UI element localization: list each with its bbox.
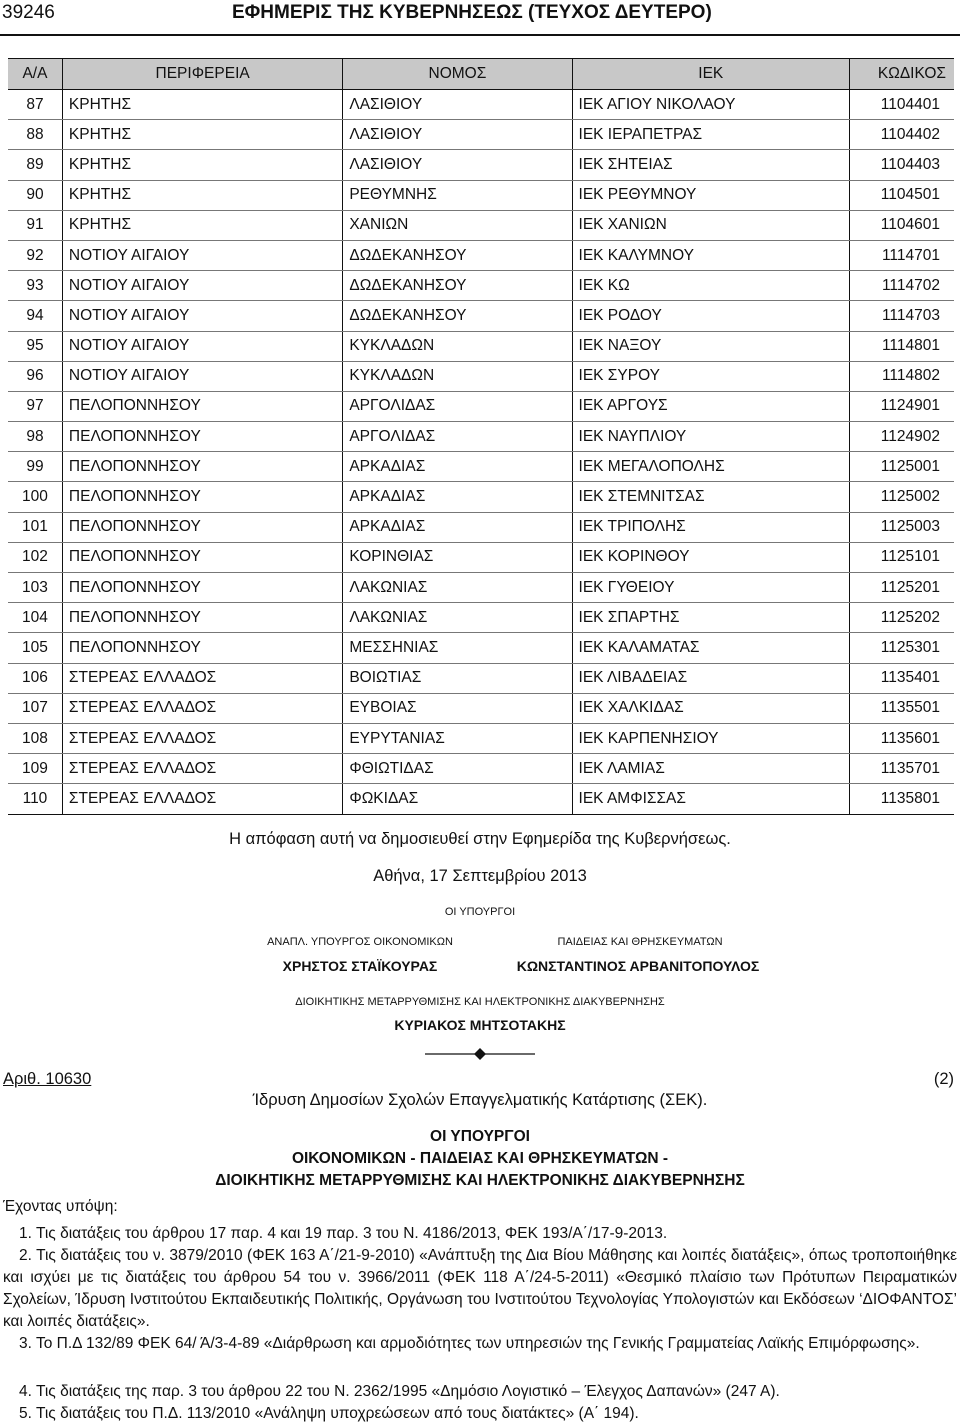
table-row (8, 210, 954, 240)
cell-region: ΚΡΗΤΗΣ (62, 210, 342, 240)
cell-aa: 103 (8, 573, 62, 603)
cell-prefecture: ΕΥΡΥΤΑΝΙΑΣ (343, 723, 572, 753)
cell-aa: 88 (8, 120, 62, 150)
cell-iek: ΙΕΚ ΚΑΛΥΜΝΟΥ (572, 240, 850, 270)
table-row (8, 452, 954, 482)
cell-region: ΚΡΗΤΗΣ (62, 120, 342, 150)
decision-item-2: 2. Τις διατάξεις του ν. 3879/2010 (ΦΕΚ 163 Α΄/21-9-2010) «Ανάπτυξη της Δια Βίου Μάθησης και λοιπές διατάξεις», όπως τροποποιήθηκε και ισχύει με τις διατάξεις του άρθρου 54 του ν. 3966/2011 (ΦΕΚ 118 Α΄/24-5-2011) «Θεσμικό πλαίσιο των Πρότυπων Πειραματικών Σχολείων, Ίδρυση Ινστιτούτου Εκπαιδευτικής Πολιτικής, Οργάνωση του Ινστιτούτου Τεχνολογίας Υπολογιστών και Εκδόσεων ‘ΔΙΟΦΑΝΤΟΣ’ και λοιπές διατάξεις». (3, 1247, 957, 1330)
cell-iek: ΙΕΚ ΡΕΘΥΜΝΟΥ (572, 180, 850, 210)
cell-aa: 104 (8, 603, 62, 633)
cell-code: 1114701 (850, 240, 954, 270)
cell-code: 1125101 (850, 542, 954, 572)
cell-aa: 95 (8, 331, 62, 361)
table-body (8, 90, 954, 815)
cell-iek: ΙΕΚ ΙΕΡΑΠΕΤΡΑΣ (572, 120, 850, 150)
cell-prefecture: ΡΕΘΥΜΝΗΣ (343, 180, 572, 210)
col-header-prefecture: ΝΟΜΟΣ (343, 59, 572, 90)
cell-code: 1104402 (850, 120, 954, 150)
table-row (8, 422, 954, 452)
minister2-role: ΠΑΙΔΕΙΑΣ ΚΑΙ ΘΡΗΣΚΕΥΜΑΤΩΝ (557, 936, 723, 948)
cell-aa: 106 (8, 663, 62, 693)
cell-prefecture: ΛΑΣΙΘΙΟΥ (343, 90, 572, 120)
decision-item-5: 5. Τις διατάξεις του Π.Δ. 113/2010 «Ανάληψη υποχρεώσεων από τους διατάκτες» (Α΄ 194). (19, 1405, 639, 1422)
decision-heading-3: ΔΙΟΙΚΗΤΙΚΗΣ ΜΕΤΑΡΡΥΘΜΙΣΗΣ ΚΑΙ ΗΛΕΚΤΡΟΝΙΚΗΣ ΔΙΑΚΥΒΕΡΝΗΣΗΣ (215, 1172, 745, 1189)
cell-region: ΣΤΕΡΕΑΣ ΕΛΛΑΔΟΣ (62, 663, 342, 693)
table-row (8, 180, 954, 210)
cell-iek: ΙΕΚ ΚΑΡΠΕΝΗΣΙΟΥ (572, 723, 850, 753)
cell-code: 1125202 (850, 603, 954, 633)
cell-aa: 96 (8, 361, 62, 391)
minister1-role: ΑΝΑΠΛ. ΥΠΟΥΡΓΟΣ ΟΙΚΟΝΟΜΙΚΩΝ (267, 936, 453, 948)
cell-prefecture: ΚΥΚΛΑΔΩΝ (343, 361, 572, 391)
cell-iek: ΙΕΚ ΧΑΛΚΙΔΑΣ (572, 693, 850, 723)
cell-code: 1124901 (850, 391, 954, 421)
minister3-role: ΔΙΟΙΚΗΤΙΚΗΣ ΜΕΤΑΡΡΥΘΜΙΣΗΣ ΚΑΙ ΗΛΕΚΤΡΟΝΙΚΗΣ ΔΙΑΚΥΒΕΡΝΗΣΗΣ (295, 996, 665, 1008)
separator-diamond-icon (425, 1046, 535, 1062)
cell-iek: ΙΕΚ ΤΡΙΠΟΛΗΣ (572, 512, 850, 542)
table-row (8, 603, 954, 633)
table-row (8, 271, 954, 301)
cell-code: 1125301 (850, 633, 954, 663)
cell-prefecture: ΔΩΔΕΚΑΝΗΣΟΥ (343, 240, 572, 270)
table-row (8, 573, 954, 603)
cell-region: ΠΕΛΟΠΟΝΝΗΣΟΥ (62, 573, 342, 603)
cell-aa: 110 (8, 784, 62, 814)
cell-iek: ΙΕΚ ΧΑΝΙΩΝ (572, 210, 850, 240)
page-header (0, 0, 960, 30)
cell-region: ΠΕΛΟΠΟΝΝΗΣΟΥ (62, 391, 342, 421)
table-row (8, 90, 954, 120)
cell-aa: 108 (8, 723, 62, 753)
cell-code: 1125201 (850, 573, 954, 603)
cell-code: 1135501 (850, 693, 954, 723)
decision-number: Αριθ. 10630 (3, 1070, 92, 1088)
cell-code: 1114801 (850, 331, 954, 361)
cell-region: ΣΤΕΡΕΑΣ ΕΛΛΑΔΟΣ (62, 723, 342, 753)
cell-region: ΚΡΗΤΗΣ (62, 180, 342, 210)
cell-aa: 101 (8, 512, 62, 542)
table-row (8, 240, 954, 270)
cell-prefecture: ΦΘΙΩΤΙΔΑΣ (343, 754, 572, 784)
cell-aa: 94 (8, 301, 62, 331)
cell-prefecture: ΧΑΝΙΩΝ (343, 210, 572, 240)
cell-region: ΠΕΛΟΠΟΝΝΗΣΟΥ (62, 542, 342, 572)
cell-code: 1125003 (850, 512, 954, 542)
col-header-region: ΠΕΡΙΦΕΡΕΙΑ (62, 59, 342, 90)
table-header-row (8, 59, 954, 90)
table-row (8, 361, 954, 391)
cell-iek: ΙΕΚ ΑΓΙΟΥ ΝΙΚΟΛΑΟΥ (572, 90, 850, 120)
cell-iek: ΙΕΚ ΛΙΒΑΔΕΙΑΣ (572, 663, 850, 693)
cell-region: ΝΟΤΙΟΥ ΑΙΓΑΙΟΥ (62, 361, 342, 391)
cell-aa: 90 (8, 180, 62, 210)
cell-code: 1104601 (850, 210, 954, 240)
cell-region: ΝΟΤΙΟΥ ΑΙΓΑΙΟΥ (62, 331, 342, 361)
cell-iek: ΙΕΚ ΝΑΞΟΥ (572, 331, 850, 361)
decision-item-4: 4. Τις διατάξεις της παρ. 3 του άρθρου 22 του Ν. 2362/1995 «Δημόσιο Λογιστικό – Έλεγχος Δαπανών» (247 Α). (19, 1383, 780, 1400)
table-row (8, 120, 954, 150)
cell-code: 1104501 (850, 180, 954, 210)
cell-code: 1124902 (850, 422, 954, 452)
table-row (8, 723, 954, 753)
cell-iek: ΙΕΚ ΚΟΡΙΝΘΟΥ (572, 542, 850, 572)
cell-region: ΝΟΤΙΟΥ ΑΙΓΑΙΟΥ (62, 301, 342, 331)
cell-prefecture: ΑΡΚΑΔΙΑΣ (343, 512, 572, 542)
minister3-name: ΚΥΡΙΑΚΟΣ ΜΗΤΣΟΤΑΚΗΣ (394, 1017, 566, 1033)
cell-region: ΝΟΤΙΟΥ ΑΙΓΑΙΟΥ (62, 271, 342, 301)
cell-prefecture: ΔΩΔΕΚΑΝΗΣΟΥ (343, 271, 572, 301)
cell-prefecture: ΑΡΚΑΔΙΑΣ (343, 452, 572, 482)
cell-region: ΚΡΗΤΗΣ (62, 90, 342, 120)
table-row (8, 693, 954, 723)
cell-iek: ΙΕΚ ΣΥΡΟΥ (572, 361, 850, 391)
cell-region: ΠΕΛΟΠΟΝΝΗΣΟΥ (62, 512, 342, 542)
cell-code: 1104403 (850, 150, 954, 180)
table-row (8, 542, 954, 572)
minister1-name: ΧΡΗΣΤΟΣ ΣΤΑΪΚΟΥΡΑΣ (282, 958, 438, 974)
cell-aa: 97 (8, 391, 62, 421)
cell-prefecture: ΑΡΓΟΛΙΔΑΣ (343, 391, 572, 421)
cell-code: 1114703 (850, 301, 954, 331)
cell-code: 1135601 (850, 723, 954, 753)
gazette-title: ΕΦΗΜΕΡΙΣ ΤΗΣ ΚΥΒΕΡΝΗΣΕΩΣ (ΤΕΥΧΟΣ ΔΕΥΤΕΡΟ) (232, 2, 712, 23)
cell-prefecture: ΚΟΡΙΝΘΙΑΣ (343, 542, 572, 572)
cell-iek: ΙΕΚ ΜΕΓΑΛΟΠΟΛΗΣ (572, 452, 850, 482)
cell-iek: ΙΕΚ ΚΩ (572, 271, 850, 301)
cell-aa: 89 (8, 150, 62, 180)
cell-prefecture: ΚΥΚΛΑΔΩΝ (343, 331, 572, 361)
cell-aa: 100 (8, 482, 62, 512)
decision-item-3: 3. Το Π.Δ 132/89 ΦΕΚ 64/ Ά/3-4-89 «Διάρθρωση και αρμοδιότητες των υπηρεσιών της Γενικής Γραμματείας Λαϊκής Επιμόρφωσης». (19, 1335, 920, 1352)
table-row (8, 301, 954, 331)
iek-table (8, 58, 954, 815)
cell-prefecture: ΛΑΚΩΝΙΑΣ (343, 603, 572, 633)
cell-code: 1104401 (850, 90, 954, 120)
decision-heading-1: ΟΙ ΥΠΟΥΡΓΟΙ (430, 1128, 530, 1145)
cell-iek: ΙΕΚ ΑΡΓΟΥΣ (572, 391, 850, 421)
cell-iek: ΙΕΚ ΣΠΑΡΤΗΣ (572, 603, 850, 633)
col-header-aa: Α/Α (8, 59, 62, 90)
decision-item-1: 1. Τις διατάξεις του άρθρου 17 παρ. 4 και 19 παρ. 3 του Ν. 4186/2013, ΦΕΚ 193/Α΄/17-9-2013. (19, 1225, 668, 1242)
col-header-iek: ΙΕΚ (572, 59, 850, 90)
cell-prefecture: ΔΩΔΕΚΑΝΗΣΟΥ (343, 301, 572, 331)
cell-aa: 92 (8, 240, 62, 270)
cell-code: 1125002 (850, 482, 954, 512)
cell-iek: ΙΕΚ ΓΥΘΕΙΟΥ (572, 573, 850, 603)
cell-iek: ΙΕΚ ΚΑΛΑΜΑΤΑΣ (572, 633, 850, 663)
cell-aa: 107 (8, 693, 62, 723)
cell-region: ΣΤΕΡΕΑΣ ΕΛΛΑΔΟΣ (62, 784, 342, 814)
cell-iek: ΙΕΚ ΣΗΤΕΙΑΣ (572, 150, 850, 180)
cell-aa: 99 (8, 452, 62, 482)
table-row (8, 331, 954, 361)
cell-aa: 98 (8, 422, 62, 452)
cell-region: ΠΕΛΟΠΟΝΝΗΣΟΥ (62, 603, 342, 633)
table-row (8, 784, 954, 814)
table-row (8, 391, 954, 421)
cell-code: 1135801 (850, 784, 954, 814)
cell-code: 1114702 (850, 271, 954, 301)
table-row (8, 633, 954, 663)
table-row (8, 754, 954, 784)
cell-prefecture: ΛΑΣΙΘΙΟΥ (343, 150, 572, 180)
cell-aa: 105 (8, 633, 62, 663)
cell-code: 1114802 (850, 361, 954, 391)
table-row (8, 482, 954, 512)
cell-aa: 93 (8, 271, 62, 301)
table-row (8, 512, 954, 542)
cell-prefecture: ΛΑΣΙΘΙΟΥ (343, 120, 572, 150)
cell-region: ΣΤΕΡΕΑΣ ΕΛΛΑΔΟΣ (62, 693, 342, 723)
cell-prefecture: ΛΑΚΩΝΙΑΣ (343, 573, 572, 603)
cell-code: 1135701 (850, 754, 954, 784)
cell-code: 1125001 (850, 452, 954, 482)
cell-region: ΝΟΤΙΟΥ ΑΙΓΑΙΟΥ (62, 240, 342, 270)
cell-aa: 102 (8, 542, 62, 572)
cell-iek: ΙΕΚ ΝΑΥΠΛΙΟΥ (572, 422, 850, 452)
cell-iek: ΙΕΚ ΡΟΔΟΥ (572, 301, 850, 331)
publication-note: Η απόφαση αυτή να δημοσιευθεί στην Εφημερίδα της Κυβερνήσεως. (229, 830, 731, 848)
cell-aa: 91 (8, 210, 62, 240)
cell-prefecture: ΑΡΓΟΛΙΔΑΣ (343, 422, 572, 452)
cell-code: 1135401 (850, 663, 954, 693)
cell-prefecture: ΦΩΚΙΔΑΣ (343, 784, 572, 814)
page-number: 39246 (2, 2, 55, 23)
cell-region: ΠΕΛΟΠΟΝΝΗΣΟΥ (62, 422, 342, 452)
decision-intro: Έχοντας υπόψη: (3, 1198, 118, 1215)
cell-prefecture: ΑΡΚΑΔΙΑΣ (343, 482, 572, 512)
cell-region: ΚΡΗΤΗΣ (62, 150, 342, 180)
col-header-code: ΚΩΔΙΚΟΣ (850, 59, 954, 90)
cell-aa: 109 (8, 754, 62, 784)
cell-region: ΠΕΛΟΠΟΝΝΗΣΟΥ (62, 633, 342, 663)
cell-iek: ΙΕΚ ΣΤΕΜΝΙΤΣΑΣ (572, 482, 850, 512)
cell-prefecture: ΕΥΒΟΙΑΣ (343, 693, 572, 723)
cell-prefecture: ΜΕΣΣΗΝΙΑΣ (343, 633, 572, 663)
place-date: Αθήνα, 17 Σεπτεμβρίου 2013 (373, 867, 587, 885)
decision-heading-2: ΟΙΚΟΝΟΜΙΚΩΝ - ΠΑΙΔΕΙΑΣ ΚΑΙ ΘΡΗΣΚΕΥΜΑΤΩΝ - (291, 1150, 669, 1167)
cell-region: ΣΤΕΡΕΑΣ ΕΛΛΑΔΟΣ (62, 754, 342, 784)
header-rule (0, 34, 960, 36)
cell-region: ΠΕΛΟΠΟΝΝΗΣΟΥ (62, 452, 342, 482)
cell-iek: ΙΕΚ ΛΑΜΙΑΣ (572, 754, 850, 784)
cell-iek: ΙΕΚ ΑΜΦΙΣΣΑΣ (572, 784, 850, 814)
cell-region: ΠΕΛΟΠΟΝΝΗΣΟΥ (62, 482, 342, 512)
ministers-heading: ΟΙ ΥΠΟΥΡΓΟΙ (444, 906, 516, 918)
cell-aa: 87 (8, 90, 62, 120)
table-row (8, 150, 954, 180)
table-row (8, 663, 954, 693)
cell-prefecture: ΒΟΙΩΤΙΑΣ (343, 663, 572, 693)
decision-marker: (2) (933, 1070, 954, 1088)
decision-subject: Ίδρυση Δημοσίων Σχολών Επαγγελματικής Κατάρτισης (ΣΕΚ). (252, 1091, 708, 1109)
minister2-name: ΚΩΝΣΤΑΝΤΙΝΟΣ ΑΡΒΑΝΙΤΟΠΟΥΛΟΣ (516, 958, 760, 974)
